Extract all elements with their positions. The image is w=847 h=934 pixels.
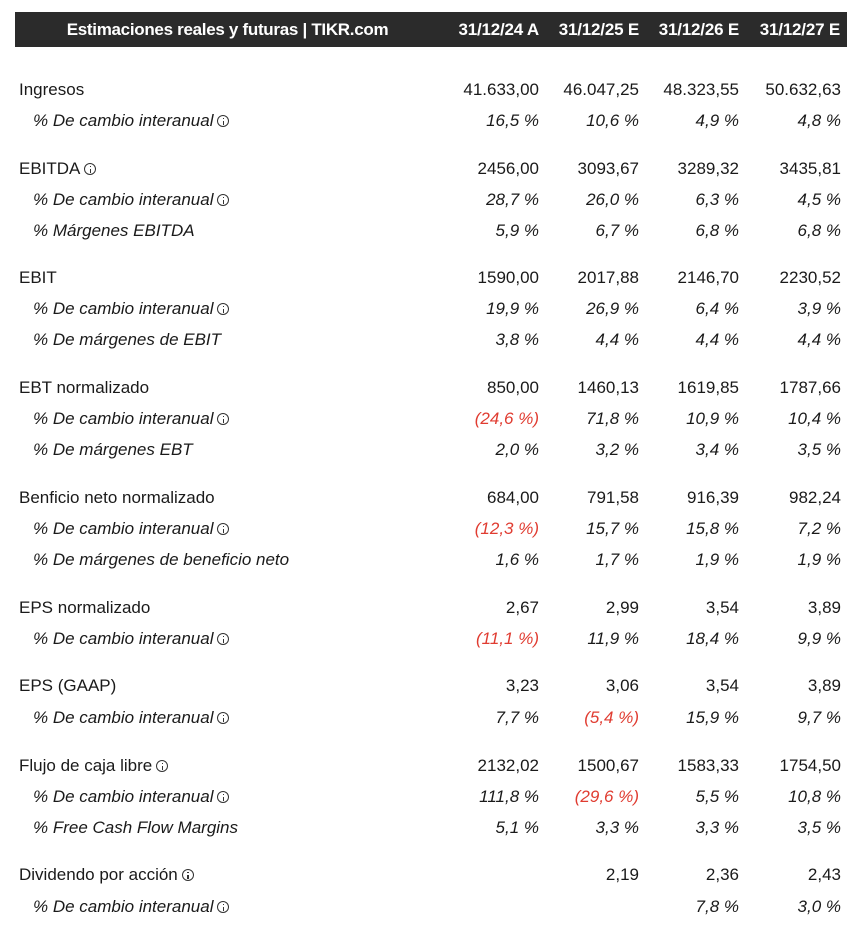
table-cell: 10,4 %	[788, 409, 841, 428]
table-cell: 71,8 %	[586, 409, 639, 428]
row-label	[19, 594, 150, 622]
row-label-text: Dividendo por acción	[19, 865, 178, 884]
row-label-text: % De márgenes de EBIT	[33, 330, 222, 349]
row-label-text: Flujo de caja libre	[19, 756, 153, 775]
row-label	[33, 625, 229, 653]
info-icon[interactable]	[217, 194, 229, 206]
table-row	[0, 264, 847, 292]
table-cell: 3,89	[807, 598, 841, 617]
table-cell: 18,4 %	[686, 629, 739, 648]
row-label-text: EPS (GAAP)	[19, 676, 117, 695]
table-cell: 3,0 %	[797, 897, 841, 916]
table-cell: 11,9 %	[587, 629, 639, 648]
table-cell: 3,9 %	[797, 299, 841, 318]
table-row	[0, 546, 847, 574]
table-cell: 1,9 %	[695, 550, 739, 569]
table-row	[0, 374, 847, 402]
table-cell: 19,9 %	[486, 299, 539, 318]
table-cell: 7,2 %	[797, 519, 841, 538]
row-label-text: % De cambio interanual	[33, 708, 214, 727]
table-cell: 791,58	[587, 488, 639, 507]
table-row	[0, 405, 847, 433]
table-cell: 2,0 %	[495, 440, 539, 459]
table-cell: 1787,66	[779, 378, 841, 397]
row-label	[33, 326, 221, 354]
info-icon[interactable]	[217, 901, 229, 913]
row-label-text: % De cambio interanual	[33, 629, 214, 648]
table-cell: 2132,02	[477, 756, 539, 775]
row-label	[19, 264, 57, 292]
table-cell: 3,3 %	[595, 818, 639, 837]
table-cell: 6,4 %	[695, 299, 739, 318]
table-cell: 15,9 %	[686, 708, 739, 727]
table-cell: 1619,85	[677, 378, 739, 397]
table-cell: 10,8 %	[788, 787, 841, 806]
table-row	[0, 893, 847, 921]
table-cell: 2,67	[505, 598, 539, 617]
table-cell: 10,9 %	[686, 409, 739, 428]
row-label	[33, 217, 195, 245]
table-cell: (24,6 %)	[474, 409, 539, 428]
table-row	[0, 672, 847, 700]
column-header: 31/12/26 E	[658, 20, 739, 39]
table-row	[0, 76, 847, 104]
table-cell: 4,8 %	[797, 111, 841, 130]
row-label	[19, 861, 194, 889]
table-cell: 3093,67	[577, 159, 639, 178]
info-icon[interactable]	[217, 523, 229, 535]
table-cell: 10,6 %	[586, 111, 639, 130]
table-row	[0, 484, 847, 512]
row-label-text: % De márgenes EBT	[33, 440, 193, 459]
info-icon[interactable]	[217, 791, 229, 803]
table-cell: 28,7 %	[486, 190, 539, 209]
table-row	[0, 217, 847, 245]
info-icon[interactable]	[84, 163, 96, 175]
row-label	[33, 704, 229, 732]
table-cell: 3,2 %	[595, 440, 639, 459]
table-cell: 6,8 %	[695, 221, 739, 240]
table-cell: 5,1 %	[495, 818, 539, 837]
table-cell: 3435,81	[779, 159, 841, 178]
info-icon[interactable]	[182, 869, 194, 881]
table-cell: (11,1 %)	[476, 629, 539, 648]
table-row	[0, 752, 847, 780]
table-cell: 4,4 %	[595, 330, 639, 349]
table-cell: (12,3 %)	[474, 519, 539, 538]
table-row	[0, 814, 847, 842]
table-cell: 5,5 %	[695, 787, 739, 806]
row-label	[19, 484, 215, 512]
table-cell: 46.047,25	[563, 80, 639, 99]
row-label-text: EPS normalizado	[19, 598, 151, 617]
table-cell: 3,3 %	[695, 818, 739, 837]
table-cell: 2,19	[605, 865, 639, 884]
info-icon[interactable]	[217, 303, 229, 315]
column-header: 31/12/24 A	[458, 20, 539, 39]
table-cell: 3,8 %	[495, 330, 539, 349]
table-cell: 2017,88	[577, 268, 639, 287]
row-label-text: % De cambio interanual	[33, 409, 214, 428]
table-cell: 2230,52	[779, 268, 841, 287]
info-icon[interactable]	[156, 760, 168, 772]
table-row	[0, 594, 847, 622]
row-label	[33, 405, 229, 433]
info-icon[interactable]	[217, 633, 229, 645]
table-cell: 3,54	[705, 676, 739, 695]
table-row	[0, 625, 847, 653]
table-cell: 916,39	[687, 488, 739, 507]
table-cell: 3,23	[505, 676, 539, 695]
table-row	[0, 155, 847, 183]
table-cell: 5,9 %	[495, 221, 539, 240]
row-label-text: % De márgenes de beneficio neto	[33, 550, 290, 569]
table-cell: 9,7 %	[797, 708, 841, 727]
table-cell: 4,4 %	[797, 330, 841, 349]
table-cell: 4,5 %	[797, 190, 841, 209]
table-cell: 26,9 %	[586, 299, 639, 318]
table-cell: 2,36	[705, 865, 739, 884]
table-cell: 3289,32	[677, 159, 739, 178]
table-cell: 7,7 %	[495, 708, 539, 727]
table-row	[0, 861, 847, 889]
table-row	[0, 295, 847, 323]
row-label-text: % De cambio interanual	[33, 299, 214, 318]
table-cell: 1,6 %	[495, 550, 539, 569]
table-cell: 3,06	[605, 676, 639, 695]
table-cell: 1460,13	[577, 378, 639, 397]
row-label-text: Ingresos	[19, 80, 85, 99]
table-cell: 15,7 %	[586, 519, 639, 538]
table-cell: 50.632,63	[765, 80, 841, 99]
table-cell: 1,7 %	[595, 550, 639, 569]
row-label	[33, 546, 289, 574]
row-label	[19, 155, 96, 183]
table-cell: 3,4 %	[695, 440, 739, 459]
table-cell: (29,6 %)	[574, 787, 639, 806]
row-label-text: % Márgenes EBITDA	[33, 221, 195, 240]
table-cell: 16,5 %	[486, 111, 539, 130]
table-cell: 850,00	[487, 378, 539, 397]
row-label	[33, 436, 193, 464]
table-row	[0, 436, 847, 464]
table-cell: 6,7 %	[595, 221, 639, 240]
table-cell: 6,8 %	[797, 221, 841, 240]
table-cell: 1583,33	[677, 756, 739, 775]
table-cell: 6,3 %	[695, 190, 739, 209]
row-label-text: % De cambio interanual	[33, 897, 214, 916]
row-label-text: Benficio neto normalizado	[19, 488, 215, 507]
table-cell: 7,8 %	[695, 897, 739, 916]
table-cell: 1,9 %	[797, 550, 841, 569]
table-cell: 9,9 %	[797, 629, 841, 648]
table-cell: 1500,67	[577, 756, 639, 775]
table-cell: 15,8 %	[686, 519, 739, 538]
table-cell: 26,0 %	[586, 190, 639, 209]
table-cell: 2,99	[605, 598, 639, 617]
table-cell: 4,4 %	[695, 330, 739, 349]
column-header: 31/12/25 E	[558, 20, 639, 39]
table-cell: 684,00	[487, 488, 539, 507]
row-label	[19, 672, 116, 700]
table-cell: 2456,00	[477, 159, 539, 178]
info-icon[interactable]	[217, 115, 229, 127]
row-label-text: % De cambio interanual	[33, 787, 214, 806]
table-row	[0, 107, 847, 135]
table-cell: 3,54	[705, 598, 739, 617]
row-label	[33, 186, 229, 214]
row-label	[33, 893, 229, 921]
info-icon[interactable]	[217, 413, 229, 425]
row-label-text: EBITDA	[19, 159, 81, 178]
table-cell: 1754,50	[779, 756, 841, 775]
table-cell: 41.633,00	[463, 80, 539, 99]
row-label	[19, 752, 168, 780]
table-cell: 2146,70	[677, 268, 739, 287]
table-cell: 3,5 %	[797, 818, 841, 837]
row-label	[33, 295, 229, 323]
table-cell: 3,5 %	[797, 440, 841, 459]
row-label	[33, 814, 238, 842]
row-label	[33, 515, 229, 543]
table-cell: (5,4 %)	[584, 708, 639, 727]
table-cell: 48.323,55	[663, 80, 739, 99]
table-cell: 1590,00	[477, 268, 539, 287]
table-cell: 982,24	[789, 488, 841, 507]
row-label	[33, 783, 229, 811]
table-cell: 111,8 %	[479, 787, 539, 806]
row-label-text: % De cambio interanual	[33, 519, 214, 538]
row-label-text: EBIT	[19, 268, 57, 287]
table-row	[0, 783, 847, 811]
row-label-text: % De cambio interanual	[33, 111, 214, 130]
row-label-text: EBT normalizado	[19, 378, 150, 397]
table-title: Estimaciones reales y futuras | TIKR.com	[66, 20, 389, 39]
table-row	[0, 186, 847, 214]
row-label	[19, 76, 84, 104]
table-row	[0, 515, 847, 543]
table-cell: 3,89	[807, 676, 841, 695]
row-label	[33, 107, 229, 135]
info-icon[interactable]	[217, 712, 229, 724]
table-row	[0, 704, 847, 732]
row-label	[19, 374, 149, 402]
column-header: 31/12/27 E	[759, 20, 840, 39]
table-row	[0, 326, 847, 354]
row-label-text: % De cambio interanual	[33, 190, 214, 209]
table-cell: 2,43	[807, 865, 841, 884]
row-label-text: % Free Cash Flow Margins	[33, 818, 239, 837]
table-cell: 4,9 %	[695, 111, 739, 130]
